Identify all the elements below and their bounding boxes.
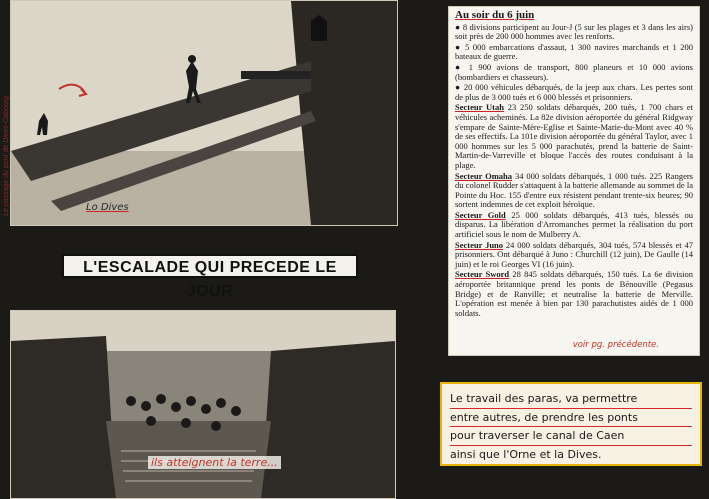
handwritten-reference: voir pg. précédente. [572, 340, 659, 351]
sector-sword: Secteur Sword 28 845 soldats débarqués, 150 tués. La 6e division aéroportée britannique prend les ponts de Bénouville (Pegasus Bridge) et de Ranville; et neutralise la batterie de Merville. L'opération est menée à bien par 130 parachutistes aidés de 1 000 soldats. [455, 269, 694, 318]
top-photo-handwritten-label: Lo Dives [86, 202, 129, 213]
landing-craft-photo-illustration [11, 311, 395, 498]
article-clipping [448, 6, 700, 356]
article-heading: Au soir du 6 juin [455, 9, 535, 21]
top-photo [10, 0, 398, 226]
sector-name: Secteur Sword [455, 269, 510, 280]
note-line: entre autres, de prendre les ponts [450, 409, 692, 428]
bottom-photo-handwritten-note: ils atteignent la terre... [148, 456, 281, 469]
sector-name: Secteur Gold [455, 209, 506, 220]
article-bullet: ● 1 900 avions de transport, 800 planeurs et 10 000 avions (bombardiers et chasseurs). [455, 61, 693, 82]
sector-name: Secteur Juno [455, 239, 504, 250]
sector-omaha: Secteur Omaha 34 000 soldats débarqués, 1 000 tués. 225 Rangers du colonel Rudder s'attaquent à la batterie allemande au sommet de la Pointe du Hoc. 155 d'entre eux résistent pendant trente-six heures; 90 sortent indemnes de cet exploit héroïque. [455, 170, 693, 210]
article-bullet: ● 5 000 embarcations d'assaut, 1 300 navires marchands et 1 200 bateaux de guerre. [455, 41, 693, 62]
sector-utah: Secteur Utah 23 250 soldats débarqués, 200 tués, 1 700 chars et véhicules acheminés. La 82e division aéroportée du général Ridgway s'empare de Sainte-Mère-Eglise et Sainte-Marie-du-Mont avec 40 % de ses effectifs. La 101e division aéroportée du général Taylor, avec 1 000 hommes sur les 5 000 parachutés, prend la batterie de Saint-Martin-de-Varreville et bloque l'accès des routes conduisant à la plage. [455, 102, 693, 170]
top-photo-vertical-caption: Le passage du pont de Dives-Cabourg [3, 96, 10, 216]
escalade-title-banner: L'ESCALADE QUI PRECEDE LE JOUR [62, 254, 358, 278]
note-line: pour traverser le canal de Caen [450, 427, 692, 446]
article-bullet: ● 20 000 véhicules débarqués, de la jeep aux chars. Les pertes sont de plus de 3 000 tués et 6 000 blessés et prisonniers. [455, 82, 693, 102]
sector-name: Secteur Utah [455, 102, 504, 113]
bottom-photo [10, 310, 396, 499]
sector-juno: Secteur Juno 24 000 soldats débarqués, 304 tués, 574 blessés et 47 prisonniers. Ont débarqué à Juno : Churchill (12 juin), De Gaulle (14 juin) et le roi Georges VI (16 juin). [455, 239, 693, 269]
sector-name: Secteur Omaha [455, 170, 513, 181]
article-bullet: ● 8 divisions participent au Jour-J (5 sur les plages et 3 dans les airs) soit près de 200 000 hommes avec les renforts. [455, 21, 694, 42]
note-line: ainsi que l'Orne et la Dives. [450, 447, 602, 461]
handwritten-note-card [440, 382, 702, 466]
sector-gold: Secteur Gold 25 000 soldats débarqués, 413 tués, blessés ou disparus. La libération d'Arromanches permet la réalisation du port artificiel sous le nom de Mulberry A. [455, 209, 693, 240]
note-line: Le travail des paras, va permettre [450, 390, 692, 409]
bridge-photo-illustration [11, 1, 397, 225]
